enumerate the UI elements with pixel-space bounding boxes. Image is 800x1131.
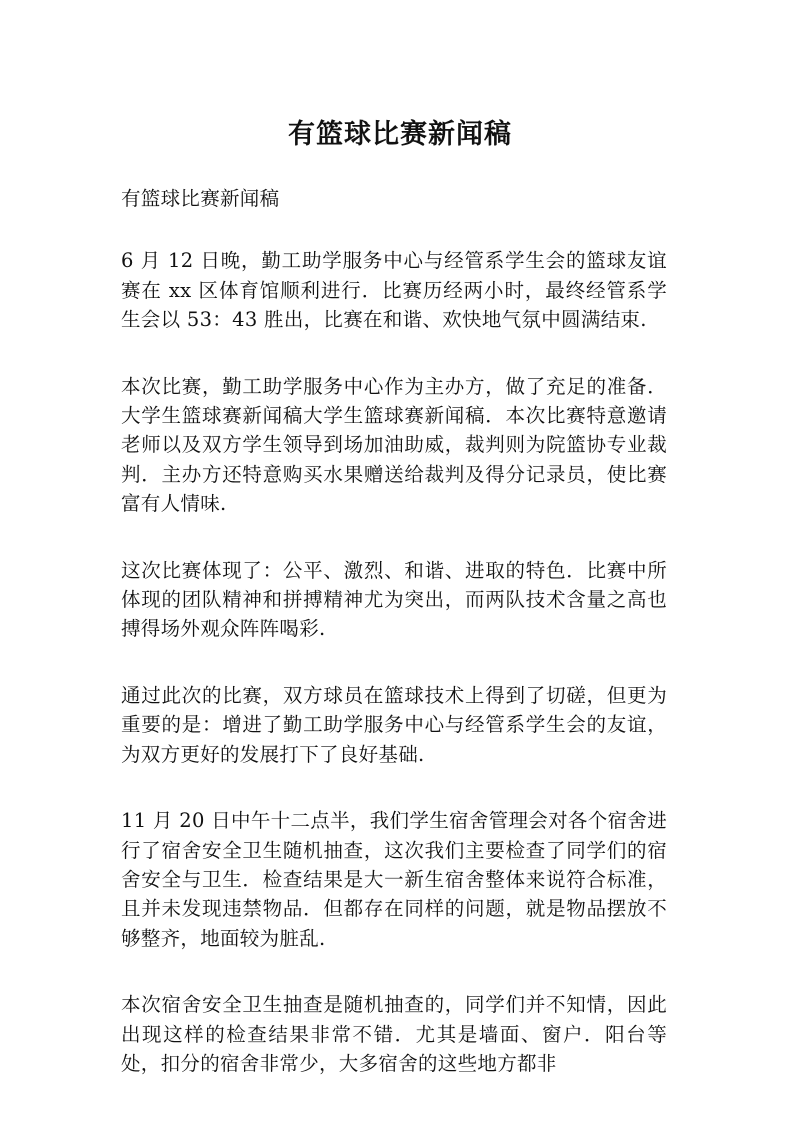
subtitle-paragraph: 有篮球比赛新闻稿 bbox=[121, 187, 280, 210]
body-paragraph: 6 月 12 日晚，勤工助学服务中心与经管系学生会的篮球友谊赛在 xx 区体育馆顺利进行．比赛历经两小时，最终经管系学生会以 53：43 胜出，比赛在和谐、欢快地气氛中圆满结束. bbox=[121, 249, 667, 332]
body-paragraph: 11 月 20 日中午十二点半，我们学生宿舍管理会对各个宿舍进行了宿舍安全卫生随机抽查，这次我们主要检查了同学们的宿舍安全与卫生．检查结果是大一新生宿舍整体来说符合标准，且并未发现违禁物品．但都存在同样的问题，就是物品摆放不够整齐，地面较为脏乱. bbox=[121, 809, 667, 950]
body-paragraph: 本次宿舍安全卫生抽查是随机抽查的，同学们并不知情，因此出现这样的检查结果非常不错．尤其是墙面、窗户．阳台等处，扣分的宿舍非常少，大多宿舍的这些地方都非 bbox=[121, 993, 667, 1075]
body-paragraph: 本次比赛，勤工助学服务中心作为主办方，做了充足的准备．大学生篮球赛新闻稿大学生篮球赛新闻稿．本次比赛特意邀请老师以及双方学生领导到场加油助威，裁判则为院篮协专业裁判．主办方还特意购买水果赠送给裁判及得分记录员，使比赛富有人情味. bbox=[121, 374, 667, 516]
body-paragraph: 这次比赛体现了：公平、激烈、和谐、进取的特色．比赛中所体现的团队精神和拼搏精神尤为突出，而两队技术含量之高也搏得场外观众阵阵喝彩. bbox=[121, 558, 667, 641]
document-body bbox=[121, 184, 667, 1115]
page-title: 有篮球比赛新闻稿 bbox=[288, 119, 512, 150]
body-paragraph: 通过此次的比赛，双方球员在篮球技术上得到了切磋，但更为重要的是：增进了勤工助学服务中心与经管系学生会的友谊，为双方更好的发展打下了良好基础. bbox=[121, 683, 667, 766]
